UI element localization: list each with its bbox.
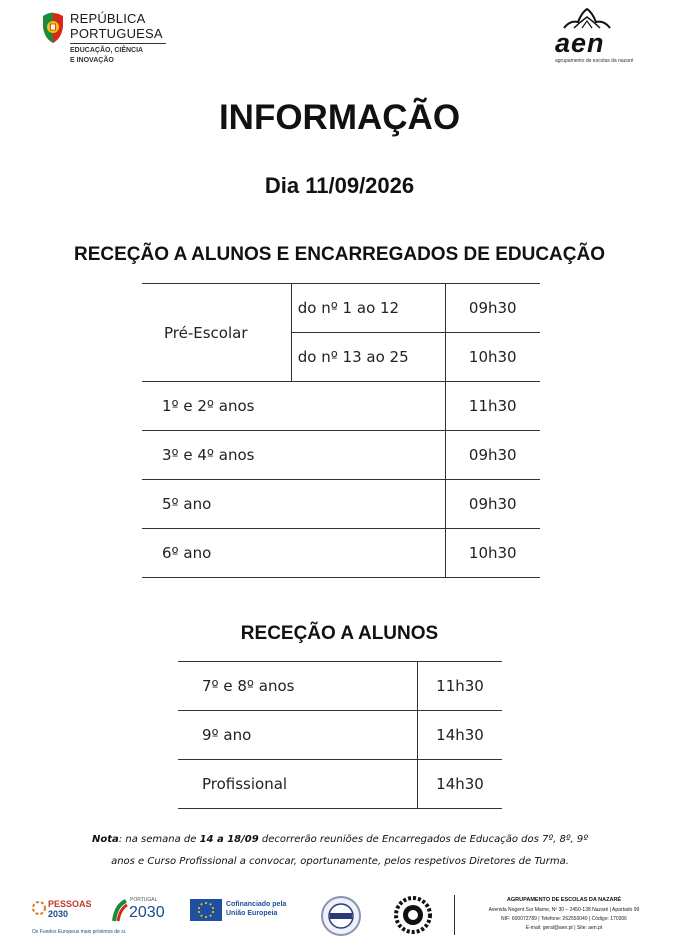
row-time: 09h30 xyxy=(445,480,540,529)
note-text-b: decorrerão reuniões de Encarregados de Educação dos 7º, 8º, 9º xyxy=(258,834,588,845)
row-time: 14h30 xyxy=(418,760,503,809)
table-row xyxy=(178,760,502,809)
row-time: 11h30 xyxy=(418,662,503,711)
row-label: Profissional xyxy=(178,760,418,809)
gov-divider xyxy=(70,43,166,44)
aen-logo-text: aen xyxy=(555,28,605,58)
row-label: 5º ano xyxy=(142,480,445,529)
table-row xyxy=(142,480,540,529)
row-time: 11h30 xyxy=(445,382,540,431)
pessoas-star-icon xyxy=(32,901,46,915)
note-line2: anos e Curso Profissional a convocar, oportunamente, pelos respetivos Diretores de Turma. xyxy=(111,856,569,867)
schedule-table-parents xyxy=(142,283,540,578)
row-time: 10h30 xyxy=(445,529,540,578)
preescolar-group-1: do nº 1 ao 12 xyxy=(291,284,445,333)
portugal-emblem-icon xyxy=(40,12,66,44)
note-label: Nota xyxy=(92,834,119,845)
school-seal-icon xyxy=(320,895,362,937)
preescolar-group-2: do nº 13 ao 25 xyxy=(291,333,445,382)
org-contacts: NIF: 600072789 | Telefone: 262550040 | Código: 170306 xyxy=(501,916,627,922)
note-line1 xyxy=(60,829,620,851)
page-title: INFORMAÇÃO xyxy=(218,98,461,137)
section2-title: RECEÇÃO A ALUNOS xyxy=(240,623,439,644)
row-time: 14h30 xyxy=(418,711,503,760)
republica-portuguesa-logo xyxy=(40,10,170,72)
gov-title-line2: PORTUGUESA xyxy=(70,26,163,41)
row-label: 6º ano xyxy=(142,529,445,578)
preescolar-time-1: 09h30 xyxy=(445,284,540,333)
note-dates: 14 a 18/09 xyxy=(199,834,259,845)
table-row xyxy=(178,711,502,760)
circular-emblem-icon xyxy=(392,893,434,937)
org-address: Avenida Nogent Sur Marne, Nº 30 – 2450-138 Nazaré | Apartado 99 xyxy=(488,907,640,913)
row-label: 9º ano xyxy=(178,711,418,760)
aen-crown-icon xyxy=(560,8,614,30)
row-label: 1º e 2º anos xyxy=(142,382,445,431)
portugal-year: 2030 xyxy=(129,904,165,921)
row-label: 7º e 8º anos xyxy=(178,662,418,711)
org-name: AGRUPAMENTO DE ESCOLAS DA NAZARÉ xyxy=(506,897,622,903)
row-time: 09h30 xyxy=(445,431,540,480)
section1-title: RECEÇÃO A ALUNOS E ENCARREGADOS DE EDUCAÇÃO xyxy=(74,244,605,265)
eu-line1: Cofinanciado pela xyxy=(226,901,287,908)
funds-tagline: Os Fundos Europeus mais próximos de si. xyxy=(32,929,127,935)
table-row xyxy=(142,431,540,480)
aen-school-logo xyxy=(548,8,634,66)
preescolar-label: Pré-Escolar xyxy=(142,284,291,382)
date-heading: Dia 11/09/2026 xyxy=(264,173,415,198)
ministry-line1: EDUCAÇÃO, CIÊNCIA xyxy=(70,47,144,54)
portugal-small-label: PORTUGAL xyxy=(130,897,158,903)
eu-cofinanced-logo xyxy=(190,899,300,923)
table-row xyxy=(178,662,502,711)
eu-flag-icon xyxy=(190,899,222,921)
pessoas-label: PESSOAS xyxy=(48,899,92,909)
gov-title-line1: REPÚBLICA xyxy=(70,11,146,26)
aen-logo-subtitle: agrupamento de escolas da nazaré xyxy=(555,58,634,64)
schedule-table-students xyxy=(178,661,502,809)
portugal2030-flag-icon xyxy=(112,899,128,923)
row-label: 3º e 4º anos xyxy=(142,431,445,480)
footer-divider xyxy=(454,895,455,935)
preescolar-time-2: 10h30 xyxy=(445,333,540,382)
note-text-a: : na semana de xyxy=(118,834,200,845)
table-row xyxy=(142,284,540,333)
portugal2030-logo xyxy=(112,897,172,925)
eu-line2: União Europeia xyxy=(226,910,278,917)
ministry-line2: E INOVAÇÃO xyxy=(70,57,114,64)
org-web: E-mail: geral@aen.pt | Site: aen.pt xyxy=(525,925,603,931)
pessoas-year: 2030 xyxy=(48,909,69,919)
footer-funding-bar xyxy=(30,893,660,941)
table-row xyxy=(142,382,540,431)
table-row xyxy=(142,529,540,578)
